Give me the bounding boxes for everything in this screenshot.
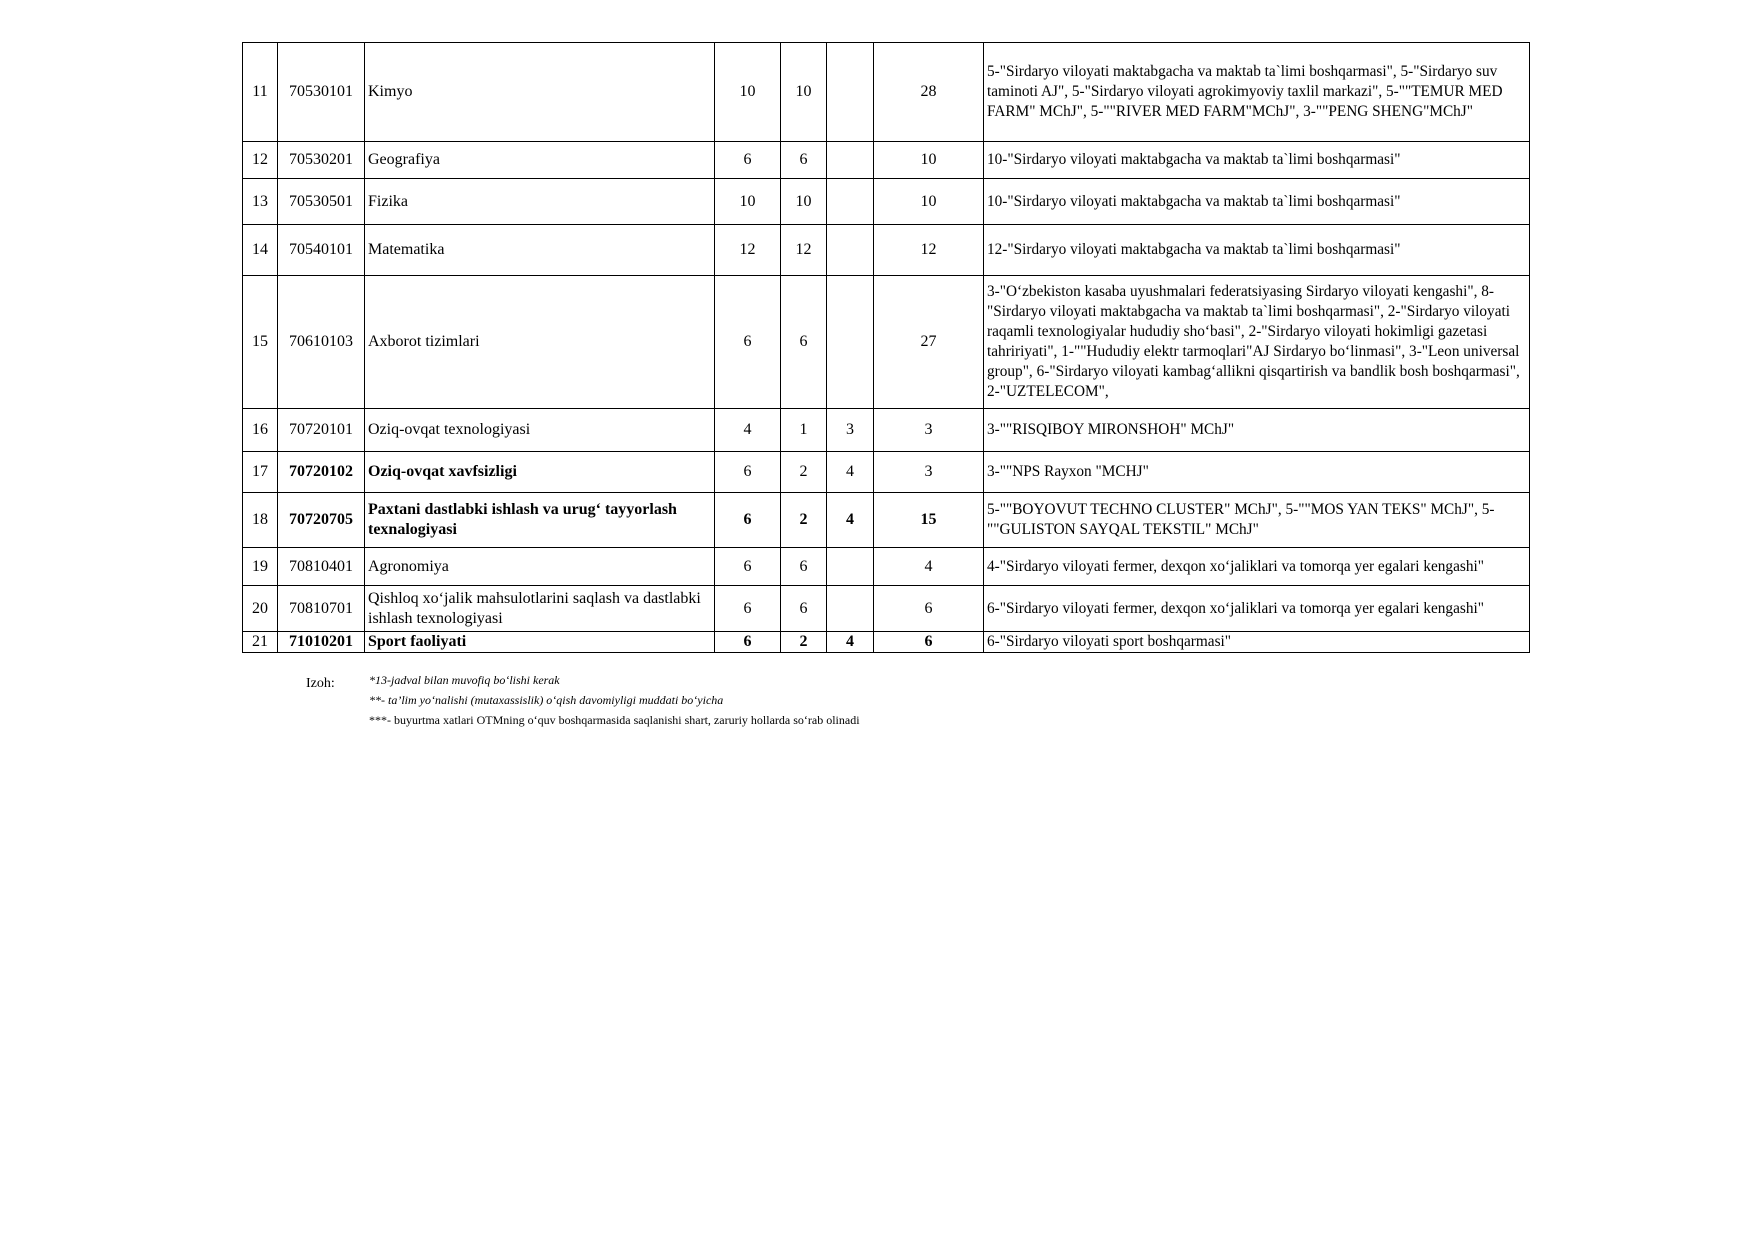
row-number: 11 [243, 43, 278, 142]
row-number: 13 [243, 179, 278, 225]
direction-name: Paxtani dastlabki ishlash va urug‘ tayyorlash texnalogiyasi [365, 493, 715, 548]
direction-name: Fizika [365, 179, 715, 225]
direction-code: 70810401 [278, 548, 365, 586]
allocation-table [242, 42, 1530, 653]
direction-code: 70610103 [278, 276, 365, 409]
quota-col-2: 12 [781, 225, 827, 276]
quota-col-3 [827, 548, 874, 586]
direction-name: Oziq-ovqat xavfsizligi [365, 452, 715, 493]
row-number: 15 [243, 276, 278, 409]
note-line-3: ***- buyurtma xatlari OTMning o‘quv boshqarmasida saqlanishi shart, zaruriy hollarda so‘rab olinadi [369, 713, 860, 727]
direction-name: Matematika [365, 225, 715, 276]
direction-name: Kimyo [365, 43, 715, 142]
quota-total: 12 [715, 225, 781, 276]
row-number: 18 [243, 493, 278, 548]
orders-count: 27 [874, 276, 984, 409]
organizations: 4-"Sirdaryo viloyati fermer, dexqon xo‘jaliklari va tomorqa yer egalari kengashi" [984, 548, 1530, 586]
quota-col-3 [827, 276, 874, 409]
notes-label: Izoh: [306, 676, 335, 691]
direction-code: 70810701 [278, 586, 365, 632]
quota-col-3 [827, 586, 874, 632]
quota-col-3 [827, 43, 874, 142]
organizations: 3-"O‘zbekiston kasaba uyushmalari federatsiyasing Sirdaryo viloyati kengashi", 8-"Sirdaryo viloyati maktabgacha va maktab ta`limi boshqarmasi", 2-"Sirdaryo viloyati raqamli texnologiyalar hududiy sho‘basi", 2-"Sirdaryo viloyati hokimligi gazetasi tahririyati", 1-""Hududiy elektr tarmoqlari"AJ Sirdaryo bo‘linmasi", 3-"Leon universal group", 6-"Sirdaryo viloyati kambag‘allikni qisqartirish va bandlik bosh boshqarmasi", 2-"UZTELECOM", [984, 276, 1530, 409]
quota-total: 6 [715, 632, 781, 653]
table-row [243, 548, 1530, 586]
organizations: 6-"Sirdaryo viloyati fermer, dexqon xo‘jaliklari va tomorqa yer egalari kengashi" [984, 586, 1530, 632]
orders-count: 28 [874, 43, 984, 142]
quota-total: 10 [715, 179, 781, 225]
orders-count: 6 [874, 586, 984, 632]
organizations: 3-""RISQIBOY MIRONSHOH" MChJ" [984, 409, 1530, 452]
note-line-1: *13-jadval bilan muvofiq bo‘lishi kerak [369, 673, 560, 687]
quota-col-2: 6 [781, 548, 827, 586]
organizations: 5-"Sirdaryo viloyati maktabgacha va maktab ta`limi boshqarmasi", 5-"Sirdaryo suv taminoti AJ", 5-"Sirdaryo viloyati agrokimyoviy taxlil markazi", 5-""TEMUR MED FARM" MChJ", 5-""RIVER MED FARM"MChJ", 3-""PENG SHENG"MChJ" [984, 43, 1530, 142]
quota-col-2: 1 [781, 409, 827, 452]
quota-col-2: 6 [781, 586, 827, 632]
organizations: 10-"Sirdaryo viloyati maktabgacha va maktab ta`limi boshqarmasi" [984, 179, 1530, 225]
table-row [243, 586, 1530, 632]
quota-total: 6 [715, 142, 781, 179]
direction-code: 70530201 [278, 142, 365, 179]
organizations: 3-""NPS Rayxon "MCHJ" [984, 452, 1530, 493]
direction-name: Axborot tizimlari [365, 276, 715, 409]
row-number: 14 [243, 225, 278, 276]
quota-col-2: 2 [781, 452, 827, 493]
orders-count: 4 [874, 548, 984, 586]
quota-total: 6 [715, 493, 781, 548]
quota-col-2: 2 [781, 493, 827, 548]
direction-code: 70720102 [278, 452, 365, 493]
orders-count: 3 [874, 409, 984, 452]
quota-col-3: 4 [827, 632, 874, 653]
direction-code: 70540101 [278, 225, 365, 276]
row-number: 21 [243, 632, 278, 653]
quota-total: 6 [715, 276, 781, 409]
organizations: 10-"Sirdaryo viloyati maktabgacha va maktab ta`limi boshqarmasi" [984, 142, 1530, 179]
direction-code: 71010201 [278, 632, 365, 653]
orders-count: 15 [874, 493, 984, 548]
direction-name: Geografiya [365, 142, 715, 179]
direction-name: Agronomiya [365, 548, 715, 586]
quota-col-3: 3 [827, 409, 874, 452]
row-number: 17 [243, 452, 278, 493]
orders-count: 12 [874, 225, 984, 276]
quota-total: 10 [715, 43, 781, 142]
table-row [243, 179, 1530, 225]
orders-count: 10 [874, 142, 984, 179]
quota-total: 6 [715, 548, 781, 586]
table-row [243, 452, 1530, 493]
organizations: 6-"Sirdaryo viloyati sport boshqarmasi" [984, 632, 1530, 653]
table-row [243, 632, 1530, 653]
table-row [243, 493, 1530, 548]
direction-name: Qishloq xo‘jalik mahsulotlarini saqlash va dastlabki ishlash texnologiyasi [365, 586, 715, 632]
table-row [243, 276, 1530, 409]
quota-col-3 [827, 179, 874, 225]
quota-col-2: 6 [781, 142, 827, 179]
quota-col-2: 6 [781, 276, 827, 409]
quota-total: 6 [715, 452, 781, 493]
direction-code: 70720705 [278, 493, 365, 548]
direction-name: Oziq-ovqat texnologiyasi [365, 409, 715, 452]
quota-col-3: 4 [827, 452, 874, 493]
quota-col-2: 2 [781, 632, 827, 653]
direction-code: 70720101 [278, 409, 365, 452]
direction-code: 70530501 [278, 179, 365, 225]
quota-col-2: 10 [781, 43, 827, 142]
quota-col-3 [827, 142, 874, 179]
organizations: 12-"Sirdaryo viloyati maktabgacha va maktab ta`limi boshqarmasi" [984, 225, 1530, 276]
organizations: 5-""BOYOVUT TECHNO CLUSTER" MChJ", 5-""MOS YAN TEKS" MChJ", 5-""GULISTON SAYQAL TEKSTIL" MChJ" [984, 493, 1530, 548]
quota-col-3 [827, 225, 874, 276]
table-row [243, 43, 1530, 142]
quota-total: 4 [715, 409, 781, 452]
row-number: 12 [243, 142, 278, 179]
orders-count: 3 [874, 452, 984, 493]
table-row [243, 142, 1530, 179]
orders-count: 6 [874, 632, 984, 653]
table-row [243, 225, 1530, 276]
row-number: 19 [243, 548, 278, 586]
row-number: 16 [243, 409, 278, 452]
quota-total: 6 [715, 586, 781, 632]
row-number: 20 [243, 586, 278, 632]
note-line-2: **- ta’lim yo‘nalishi (mutaxassislik) o‘qish davomiyligi muddati bo‘yicha [369, 693, 724, 707]
orders-count: 10 [874, 179, 984, 225]
quota-col-3: 4 [827, 493, 874, 548]
quota-col-2: 10 [781, 179, 827, 225]
direction-code: 70530101 [278, 43, 365, 142]
direction-name: Sport faoliyati [365, 632, 715, 653]
table-row [243, 409, 1530, 452]
